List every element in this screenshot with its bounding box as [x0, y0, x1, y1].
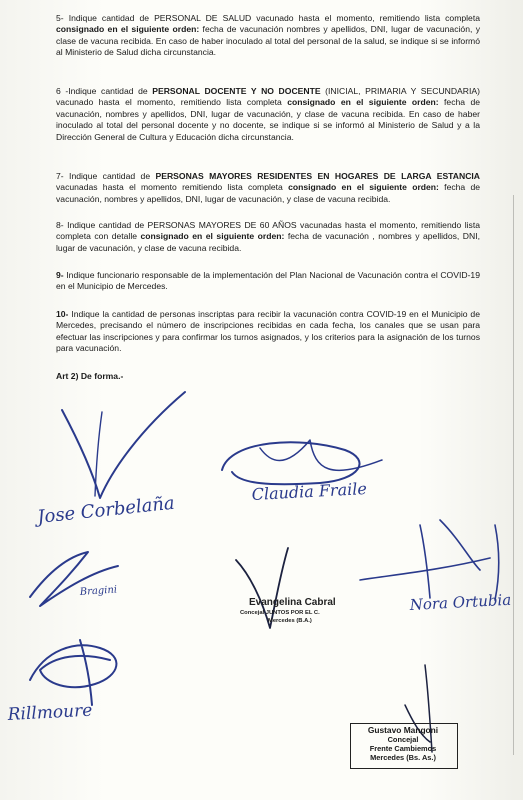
stamp-party: Frente Cambiemos — [369, 744, 437, 753]
paragraph-10: 10- Indique la cantidad de personas inscriptas para recibir la vacunación contra COVID-19 en el Municipio de Mercedes, precisando el número de inscripciones recibidas en cada fecha, los canales que se usan para efectuar las inscripciones y para confirmar los turnos asignados, y los criterios para la asignación de los turnos para vacunación. — [56, 309, 480, 354]
stamp-title: Concejal — [387, 735, 419, 744]
paragraph-8: 8- Indique cantidad de PERSONAS MAYORES DE 60 AÑOS vacunadas hasta el momento, remitiendo lista completa con detalle consignado en el siguiente orden: fecha de vacunación , nombres y apellidos, DNI, lugar de vacunación, y clase de vacuna recibida. — [56, 220, 480, 253]
signature-4-stroke — [236, 548, 288, 628]
article-2: Art 2) De forma.- — [56, 371, 124, 381]
signature-1-name: Jose Corbelaña — [36, 492, 176, 528]
signature-3-name: Bragini — [79, 584, 118, 598]
paragraph-9: 9- Indique funcionario responsable de la implementación del Plan Nacional de Vacunación contra el COVID-19 en el Municipio de Mercedes. — [56, 270, 480, 292]
signature-2-name: Claudia Fraile — [251, 478, 368, 504]
signature-5-stroke — [360, 520, 499, 600]
paragraph-6: 6 -Indique cantidad de PERSONAL DOCENTE Y NO DOCENTE (INICIAL, PRIMARIA Y SECUNDARIA) vacunado hasta el momento, remitiendo lista completa consignado en el siguiente orden: fecha de vacunación, nombres y apellidos, DNI, lugar de vacunación, y clase de vacuna recibida. En caso de haber inoculado al total del personal docente y no docente, se indique si se informó al Ministerio de Salud y a la Dirección General de Cultura y Educación dicha circunstancia. — [56, 86, 481, 142]
paragraph-5: 5- Indique cantidad de PERSONAL DE SALUD vacunado hasta el momento, remitiendo lista completa consignado en el siguiente orden: fecha de vacunación nombres y apellidos, DNI, lugar de vacunación, y clase de vacuna recibida. En caso de haber inoculado al total del personal de la salud, se indique si se informó al Ministerio de Salud dicha circunstancia. — [56, 13, 481, 58]
paragraph-7: 7- Indique cantidad de PERSONAS MAYORES RESIDENTES EN HOGARES DE LARGA ESTANCIA vacunadas hasta el momento remitiendo lista completa consignado en el siguiente orden: fecha de vacunación, nombres y apellidos, DNI, lugar de vacunación, y clase de vacuna recibida. — [56, 171, 481, 204]
stamp-city: Mercedes (Bs. As.) — [370, 753, 436, 762]
signature-1-flourish — [95, 412, 102, 496]
signature-5-name: Rillmoure — [7, 700, 93, 725]
stamp-name: Gustavo Mangoni — [367, 725, 439, 735]
signature-1-stroke — [62, 392, 185, 498]
signature-2-loop — [222, 442, 360, 484]
evangelina-title: Concejal JUNTOS POR EL C. — [240, 610, 320, 616]
signature-3-scribble — [30, 552, 118, 606]
signature-6-loops — [30, 640, 116, 705]
evangelina-city: Mercedes (B.A.) — [268, 618, 312, 624]
evangelina-name: Evangelina Cabral — [249, 597, 336, 608]
signature-4-name: Nora Ortubia — [409, 590, 512, 614]
